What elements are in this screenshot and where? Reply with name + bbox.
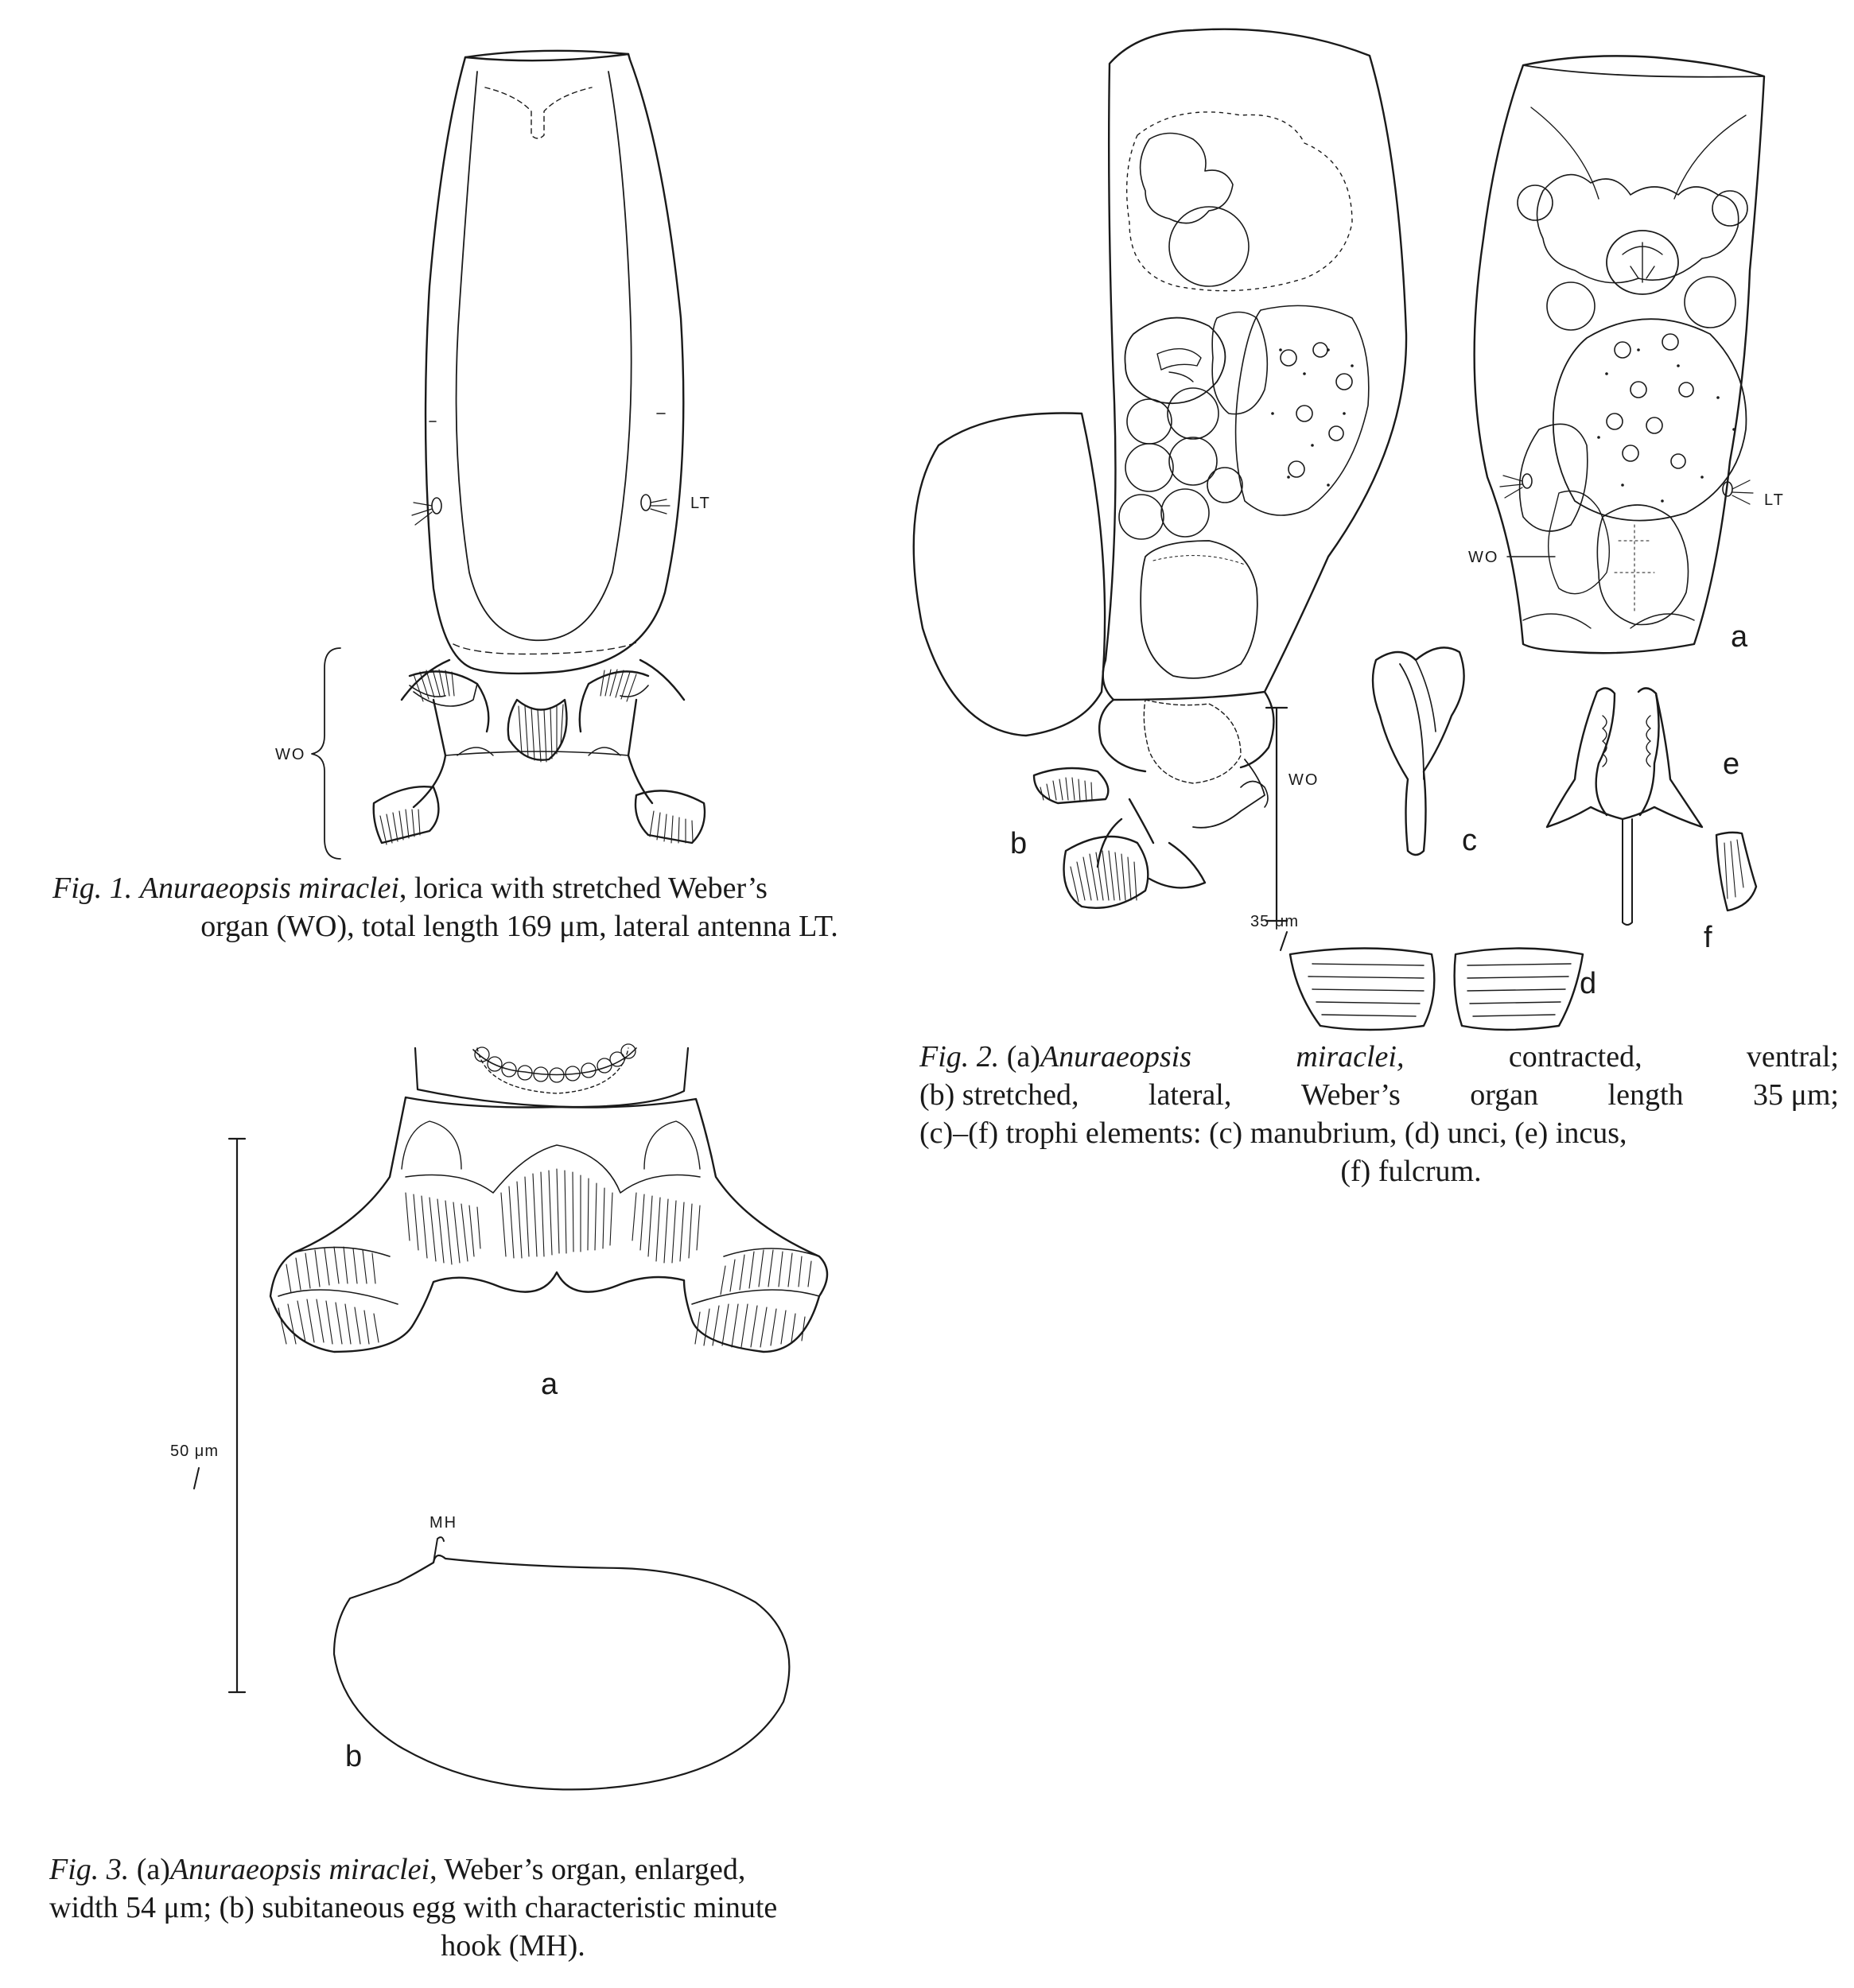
fig1-wo-bracket xyxy=(312,648,340,859)
fig2b-body-drawing xyxy=(914,29,1406,908)
fig2-caption xyxy=(919,1039,1839,1191)
fig2-caption-line3: (c)–(f) trophi elements: (c) manubrium, (d) unci, (e) incus, xyxy=(919,1116,1627,1150)
fig2b-wo-label: WO xyxy=(1288,771,1320,789)
fig3b-label: b xyxy=(345,1740,363,1773)
fig2c-label: c xyxy=(1462,824,1477,857)
fig2c-manubrium-drawing xyxy=(1373,647,1464,855)
fig2-caption-label: Fig. 2. xyxy=(919,1040,1000,1074)
fig3-caption-label: Fig. 3. xyxy=(49,1853,130,1886)
fig1-caption-line2: organ (WO), total length 169 μm, lateral antenna LT. xyxy=(200,909,838,943)
fig2-caption-line2: (b) stretched, lateral, Weber’s organ length 35 μm; xyxy=(919,1077,1839,1112)
fig2-scale-bar xyxy=(1266,708,1287,921)
fig3-caption xyxy=(49,1851,977,1966)
fig1-caption-line1 xyxy=(52,870,986,908)
fig1-caption xyxy=(52,870,986,946)
fig2e-incus-drawing xyxy=(1547,688,1702,925)
fig3-caption-line2: width 54 μm; (b) subitaneous egg with characteristic minute xyxy=(49,1890,778,1924)
fig2-caption-line4: (f) fulcrum. xyxy=(1340,1154,1482,1188)
fig2-scale-tick xyxy=(1281,932,1287,950)
fig1-caption-species: Anuraeopsis miraclei xyxy=(139,872,399,905)
fig2b-label: b xyxy=(1010,827,1028,860)
fig2a-lt-label: LT xyxy=(1764,491,1785,509)
fig1-wo-label: WO xyxy=(275,746,306,763)
fig2e-label: e xyxy=(1723,747,1740,781)
fig1-caption-text1: , lorica with stretched Weber’s xyxy=(398,872,768,905)
fig1-caption-label: Fig. 1. xyxy=(52,872,133,905)
fig3-caption-line3: hook (MH). xyxy=(441,1928,585,1963)
fig3-caption-line1: Fig. 3. (a)Anuraeopsis miraclei, Weber’s organ, enlarged, xyxy=(49,1853,746,1886)
fig3a-webers-organ-drawing xyxy=(270,1048,827,1352)
fig3-scale-bar xyxy=(229,1139,245,1692)
fig2d-label: d xyxy=(1580,967,1597,1000)
fig2d-unci-drawing xyxy=(1290,949,1583,1031)
fig2-vacuoles xyxy=(1281,334,1693,477)
fig3a-beads xyxy=(475,1044,635,1082)
fig2-scale-label: 35 μm xyxy=(1250,913,1299,930)
fig1-lt-label: LT xyxy=(690,495,711,512)
fig2-caption-line1: Fig. 2. (a)Anuraeopsis miraclei, contracted, ventral; xyxy=(919,1040,1839,1074)
fig1-lorica-drawing xyxy=(374,51,705,843)
fig3-scale-tick xyxy=(194,1468,199,1489)
fig3-scale-label: 50 μm xyxy=(170,1442,219,1460)
fig2a-wo-label: WO xyxy=(1468,549,1499,566)
fig2a-label: a xyxy=(1731,620,1748,654)
fig3-caption-species: Anuraeopsis miraclei xyxy=(169,1853,430,1886)
fig2f-label: f xyxy=(1704,921,1712,954)
fig3b-mh-label: MH xyxy=(429,1514,458,1532)
fig1-hatching xyxy=(380,670,693,845)
fig2f-fulcrum-drawing xyxy=(1716,833,1756,911)
fig3a-label: a xyxy=(541,1368,558,1401)
fig3b-egg-drawing xyxy=(334,1555,789,1789)
fig2-stipple xyxy=(1271,348,1735,503)
fig2a-body-drawing xyxy=(1475,56,1764,653)
